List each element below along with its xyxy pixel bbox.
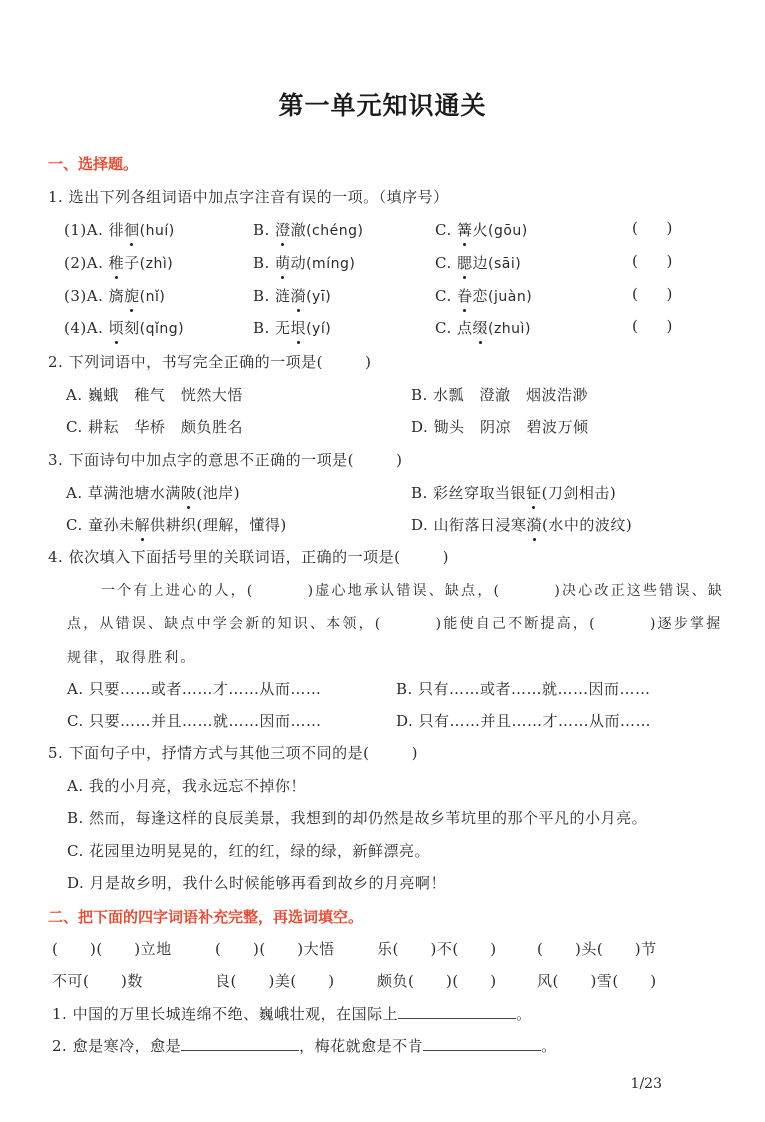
pinyin: (juàn) — [488, 289, 533, 305]
option-text: B. — [253, 254, 276, 272]
idiom-blank-1[interactable]: ( )( )立地 — [52, 940, 172, 958]
option-text: C. 童孙未 — [66, 516, 135, 534]
pinyin: (yí) — [306, 321, 332, 337]
pinyin: (chéng) — [306, 223, 364, 239]
option-text: C. — [435, 254, 457, 272]
option-text: A. — [86, 254, 109, 272]
pinyin: (gōu) — [488, 223, 528, 239]
q1-row4-option-a — [64, 317, 184, 338]
idiom-blank-8[interactable]: 风( )雪( ) — [537, 972, 657, 990]
dotted-char: 旎 — [124, 287, 140, 305]
option-text: C. 点 — [435, 319, 473, 337]
q3-option-a — [66, 482, 240, 503]
option-text: A. 草满池塘水满 — [66, 484, 181, 502]
pinyin: (míng) — [306, 256, 356, 272]
fill-sentence-2 — [52, 1035, 557, 1056]
option-text: C. — [435, 287, 457, 305]
option-text: 火 — [472, 221, 489, 239]
q1-row2-answer-blank[interactable]: ( ) — [632, 252, 673, 270]
q4-option-b: B. 只有……或者……就……因而…… — [396, 680, 651, 698]
answer-blank-line[interactable] — [398, 1005, 516, 1019]
section-heading-fill-idioms: 二、把下面的四字词语补充完整，再选词填空。 — [48, 908, 364, 926]
q3-option-c — [66, 514, 287, 535]
dotted-char: 稚 — [108, 254, 125, 272]
question-4-stem: 4. 依次填入下面括号里的关联词语，正确的一项是( ) — [48, 548, 449, 566]
q3-option-b — [411, 482, 616, 503]
q2-option-d: D. 锄头 阴凉 碧波万倾 — [411, 418, 589, 436]
q5-option-c: C. 花园里边明晃晃的，红的红，绿的绿，新鲜漂亮。 — [67, 842, 430, 860]
q1-row3-option-c — [435, 285, 532, 306]
idiom-blank-4[interactable]: ( )头( )节 — [537, 940, 657, 958]
q4-option-a: A. 只要……或者……才……从而…… — [67, 680, 322, 698]
row-number: (4) — [64, 319, 87, 337]
row-number: (1) — [64, 221, 87, 239]
idiom-blank-5[interactable]: 不可( )数 — [52, 972, 143, 990]
option-text: 动 — [290, 254, 307, 272]
q2-option-b: B. 水瓢 澄澈 烟波浩渺 — [411, 386, 589, 404]
fill-sentence-1 — [52, 1003, 532, 1024]
q5-option-b: B. 然而，每逢这样的良辰美景，我想到的却仍然是故乡苇坑里的那个平凡的小月亮。 — [67, 809, 648, 827]
pinyin: (huí) — [139, 223, 175, 239]
option-text: 子 — [124, 254, 140, 272]
q4-passage-line-1: 一个有上进心的人，( )虚心地承认错误、缺点，( )决心改正这些错误、缺 — [101, 583, 725, 599]
dotted-char: 篝 — [456, 221, 473, 239]
option-text: C. — [435, 221, 457, 239]
q1-row4-answer-blank[interactable]: ( ) — [632, 317, 673, 335]
q5-option-d: D. 月是故乡明，我什么时候能够再看到故乡的月亮啊！ — [67, 874, 447, 892]
dotted-char: 眷 — [456, 287, 473, 305]
option-text: 边 — [472, 254, 489, 272]
q1-row3-answer-blank[interactable]: ( ) — [632, 285, 673, 303]
dotted-char: 解 — [134, 516, 150, 534]
q2-option-c: C. 耕耘 华桥 颇负胜名 — [66, 418, 243, 436]
idiom-blank-6[interactable]: 良( )美( ) — [215, 972, 335, 990]
option-text: A. 旖 — [86, 287, 125, 305]
dotted-char: 萌 — [275, 254, 291, 272]
option-text: (刀剑相击) — [541, 484, 617, 502]
sentence-text: 。 — [541, 1037, 557, 1055]
page-title: 第一单元知识通关 — [278, 91, 487, 120]
q1-row4-option-b — [253, 317, 331, 338]
pinyin: (yī) — [306, 289, 332, 305]
option-text: A. — [86, 319, 109, 337]
q4-option-c: C. 只要……并且……就……因而…… — [67, 712, 322, 730]
q3-option-d — [411, 514, 632, 535]
question-3-stem: 3. 下面诗句中加点字的意思不正确的一项是( ) — [48, 451, 403, 469]
q1-row3-option-a — [64, 285, 165, 306]
option-text: (池岸) — [196, 484, 241, 502]
pinyin: (zhì) — [139, 256, 174, 272]
pinyin: (zhuì) — [488, 321, 531, 337]
dotted-char: 缀 — [472, 319, 488, 337]
q1-row3-option-b — [253, 285, 331, 306]
sentence-text: 2. 愈是寒冷，愈是 — [52, 1037, 182, 1055]
sentence-text: 1. 中国的万里长城连绵不绝、巍峨壮观，在国际上 — [52, 1005, 399, 1023]
dotted-char: 腮 — [456, 254, 473, 272]
option-text: B. 涟 — [253, 287, 291, 305]
pinyin: (sāi) — [488, 256, 522, 272]
question-1-stem: 1. 选出下列各组词语中加点字注音有误的一项。（填序号） — [48, 188, 449, 206]
dotted-char: 垠 — [290, 319, 307, 337]
q4-passage-line-3: 规律，取得胜利。 — [67, 650, 197, 666]
answer-blank-line[interactable] — [181, 1037, 299, 1051]
q1-row1-option-c — [435, 219, 528, 240]
idiom-blank-7[interactable]: 颇负( )( ) — [377, 972, 497, 990]
dotted-char: 钲 — [526, 484, 542, 502]
idiom-blank-3[interactable]: 乐( )不( ) — [377, 940, 497, 958]
idiom-blank-2[interactable]: ( )( )大悟 — [215, 940, 335, 958]
option-text: A. 徘 — [86, 221, 125, 239]
dotted-char: 漪 — [290, 287, 307, 305]
answer-blank-line[interactable] — [423, 1037, 541, 1051]
dotted-char: 徊 — [124, 221, 140, 239]
q5-option-a: A. 我的小月亮，我永远忘不掉你！ — [67, 777, 306, 795]
q1-row4-option-c — [435, 317, 531, 338]
option-text: 澈 — [290, 221, 307, 239]
q1-row2-option-b — [253, 252, 355, 273]
q2-option-a: A. 巍蛾 稚气 恍然大悟 — [66, 386, 243, 404]
q1-row1-option-a — [64, 219, 175, 240]
option-text: 刻 — [124, 319, 140, 337]
row-number: (3) — [64, 287, 87, 305]
section-heading-choice: 一、选择题。 — [48, 155, 139, 173]
sentence-text: ，梅花就愈是不肯 — [299, 1037, 424, 1055]
q4-passage-line-2: 点，从错误、缺点中学会新的知识、本领，( )能使自己不断提高，( )逐步掌握 — [67, 616, 723, 632]
q1-row1-option-b — [253, 219, 363, 240]
q4-option-d: D. 只有……并且……才……从而…… — [396, 712, 652, 730]
option-text: 恋 — [472, 287, 489, 305]
dotted-char: 澄 — [275, 221, 291, 239]
dotted-char: 漪 — [526, 516, 543, 534]
option-text: B. 无 — [253, 319, 291, 337]
row-number: (2) — [64, 254, 87, 272]
q1-row1-answer-blank[interactable]: ( ) — [632, 219, 673, 237]
pinyin: (qǐng) — [139, 321, 185, 337]
q1-row2-option-c — [435, 252, 521, 273]
page-number: 1/23 — [630, 1076, 662, 1092]
option-text: B. — [253, 221, 276, 239]
option-text: 供耕织(理解，懂得) — [150, 516, 287, 534]
dotted-char: 顷 — [108, 319, 125, 337]
q1-row2-option-a — [64, 252, 173, 273]
question-2-stem: 2. 下列词语中，书写完全正确的一项是( ) — [48, 353, 372, 371]
option-text: D. 山衔落日浸寒 — [411, 516, 527, 534]
sentence-text: 。 — [516, 1005, 532, 1023]
option-text: B. 彩丝穿取当银 — [411, 484, 527, 502]
question-5-stem: 5. 下面句子中，抒情方式与其他三项不同的是( ) — [48, 744, 418, 762]
dotted-char: 陂 — [180, 484, 197, 502]
pinyin: (nǐ) — [139, 289, 166, 305]
option-text: (水中的波纹) — [542, 516, 633, 534]
